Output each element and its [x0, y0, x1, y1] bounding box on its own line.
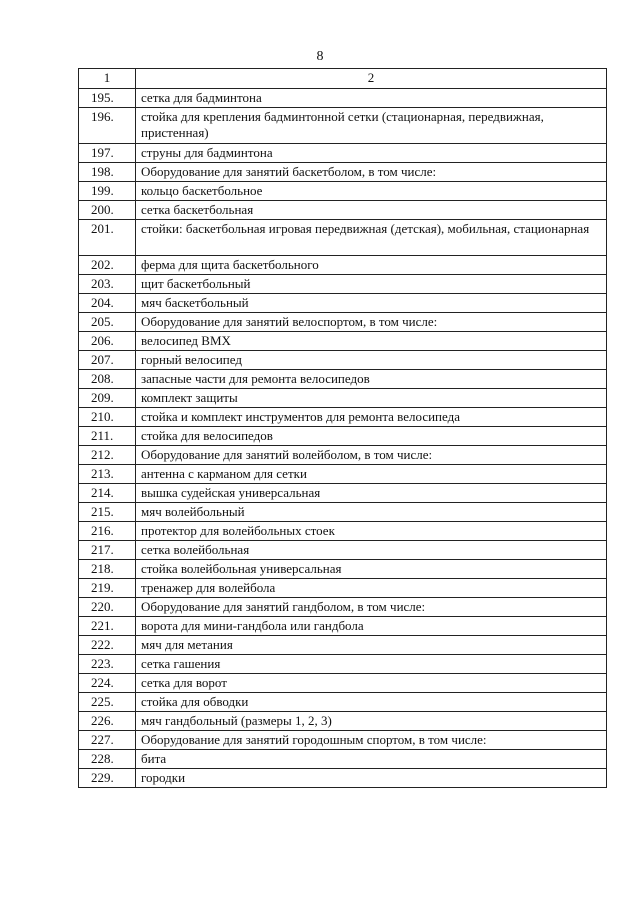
page-number: 8 [316, 49, 324, 64]
table-row [79, 370, 607, 389]
table-row [79, 693, 607, 712]
table-row [79, 636, 607, 655]
table-row [79, 144, 607, 163]
row-number: 207. [79, 351, 136, 370]
row-description: сетка волейбольная [136, 541, 607, 560]
table-row [79, 256, 607, 275]
row-description: стойка для крепления бадминтонной сетки (стационарная, передвижная, пристенная) [136, 108, 607, 144]
table-row [79, 427, 607, 446]
row-number: 226. [79, 712, 136, 731]
row-number: 202. [79, 256, 136, 275]
row-description: Оборудование для занятий гандболом, в том числе: [136, 598, 607, 617]
row-number: 205. [79, 313, 136, 332]
row-description: Оборудование для занятий баскетболом, в том числе: [136, 163, 607, 182]
table-row [79, 275, 607, 294]
table-row [79, 769, 607, 788]
table-row [79, 731, 607, 750]
row-number: 218. [79, 560, 136, 579]
row-number: 225. [79, 693, 136, 712]
row-number: 229. [79, 769, 136, 788]
row-description: Оборудование для занятий городошным спортом, в том числе: [136, 731, 607, 750]
row-number: 203. [79, 275, 136, 294]
row-description: сетка для бадминтона [136, 89, 607, 108]
row-description: ворота для мини-гандбола или гандбола [136, 617, 607, 636]
table-row [79, 389, 607, 408]
row-number: 198. [79, 163, 136, 182]
row-description: горный велосипед [136, 351, 607, 370]
row-description: щит баскетбольный [136, 275, 607, 294]
row-number: 227. [79, 731, 136, 750]
table-row [79, 712, 607, 731]
table-row [79, 89, 607, 108]
row-description: бита [136, 750, 607, 769]
table-header-row [79, 69, 607, 89]
row-number: 217. [79, 541, 136, 560]
row-description: стойка для велосипедов [136, 427, 607, 446]
row-number: 212. [79, 446, 136, 465]
table-row [79, 332, 607, 351]
row-number: 216. [79, 522, 136, 541]
table-row [79, 294, 607, 313]
row-number: 206. [79, 332, 136, 351]
table-row [79, 220, 607, 256]
row-description: протектор для волейбольных стоек [136, 522, 607, 541]
row-description: кольцо баскетбольное [136, 182, 607, 201]
row-number: 197. [79, 144, 136, 163]
row-description: ферма для щита баскетбольного [136, 256, 607, 275]
table-row [79, 598, 607, 617]
row-description: мяч гандбольный (размеры 1, 2, 3) [136, 712, 607, 731]
row-number: 200. [79, 201, 136, 220]
row-description: антенна с карманом для сетки [136, 465, 607, 484]
table-row [79, 201, 607, 220]
column-header-description: 2 [136, 69, 607, 89]
table-row [79, 522, 607, 541]
table-row [79, 484, 607, 503]
row-number: 224. [79, 674, 136, 693]
row-description: стойки: баскетбольная игровая передвижная (детская), мобильная, стационарная [136, 220, 607, 256]
row-number: 223. [79, 655, 136, 674]
row-description: запасные части для ремонта велосипедов [136, 370, 607, 389]
row-description: стойка волейбольная универсальная [136, 560, 607, 579]
row-description: сетка гашения [136, 655, 607, 674]
row-number: 222. [79, 636, 136, 655]
table-row [79, 182, 607, 201]
row-description: вышка судейская универсальная [136, 484, 607, 503]
table-row [79, 108, 607, 144]
table-row [79, 503, 607, 522]
row-description: велосипед BMX [136, 332, 607, 351]
row-number: 196. [79, 108, 136, 144]
table-row [79, 163, 607, 182]
row-number: 195. [79, 89, 136, 108]
row-description: стойка для обводки [136, 693, 607, 712]
row-description: Оборудование для занятий волейболом, в том числе: [136, 446, 607, 465]
table-row [79, 465, 607, 484]
table-row [79, 408, 607, 427]
table-row [79, 750, 607, 769]
row-description: комплект защиты [136, 389, 607, 408]
row-description: струны для бадминтона [136, 144, 607, 163]
row-number: 219. [79, 579, 136, 598]
row-description: тренажер для волейбола [136, 579, 607, 598]
row-description: Оборудование для занятий велоспортом, в том числе: [136, 313, 607, 332]
row-description: сетка для ворот [136, 674, 607, 693]
row-description: мяч баскетбольный [136, 294, 607, 313]
row-description: городки [136, 769, 607, 788]
row-number: 209. [79, 389, 136, 408]
row-number: 214. [79, 484, 136, 503]
row-number: 208. [79, 370, 136, 389]
row-description: сетка баскетбольная [136, 201, 607, 220]
row-number: 201. [79, 220, 136, 256]
table-row [79, 351, 607, 370]
row-number: 211. [79, 427, 136, 446]
equipment-table [78, 68, 607, 788]
row-description: мяч волейбольный [136, 503, 607, 522]
row-description: стойка и комплект инструментов для ремонта велосипеда [136, 408, 607, 427]
row-number: 199. [79, 182, 136, 201]
table-row [79, 446, 607, 465]
column-header-number: 1 [79, 69, 136, 89]
table-row [79, 655, 607, 674]
table-row [79, 579, 607, 598]
row-number: 221. [79, 617, 136, 636]
row-description: мяч для метания [136, 636, 607, 655]
table-row [79, 617, 607, 636]
row-number: 213. [79, 465, 136, 484]
table-row [79, 313, 607, 332]
row-number: 228. [79, 750, 136, 769]
table-row [79, 541, 607, 560]
row-number: 204. [79, 294, 136, 313]
table-row [79, 560, 607, 579]
row-number: 210. [79, 408, 136, 427]
table-row [79, 674, 607, 693]
row-number: 220. [79, 598, 136, 617]
row-number: 215. [79, 503, 136, 522]
